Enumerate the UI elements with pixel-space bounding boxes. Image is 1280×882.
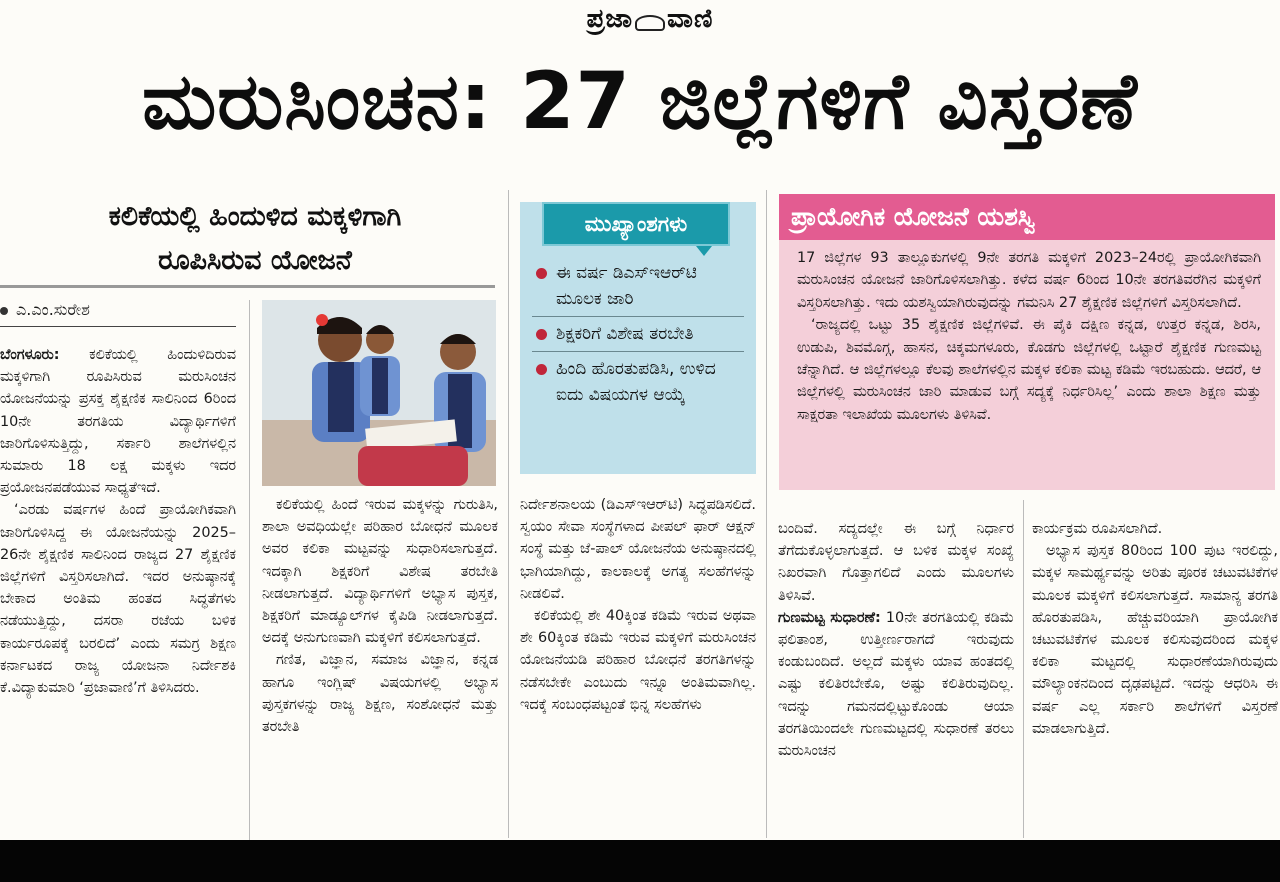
highlight-item-text: ಶಿಕ್ಷಕರಿಗೆ ವಿಶೇಷ ತರಬೇತಿ	[556, 324, 694, 344]
column5-paragraph-1: ಕಾರ್ಯಕ್ರಮ ರೂಪಿಸಲಾಗಿದೆ.	[1032, 521, 1163, 537]
masthead-left: ಪ್ರಜಾ	[586, 4, 634, 34]
column4-paragraph-2-text: 10ನೇ ತರಗತಿಯಲ್ಲಿ ಕಡಿಮೆ ಫಲಿತಾಂಶ, ಉತ್ತೀರ್ಣರಾಗದೆ ಇರುವುದು ಕಂಡುಬಂದಿದೆ. ಅಲ್ಲದೆ ಮಕ್ಕಳು ಯಾವ ಹಂತದಲ್ಲಿ ಎಷ್ಟು ಕಲಿತಿರಬೇಕೊ, ಅಷ್ಟು ಕಲಿತಿರುವುದಿಲ್ಲ. ಇದನ್ನು ಗಮನದಲ್ಲಿಟ್ಟುಕೊಂಡು ಆಯಾ ತರಗತಿಯಿಂದಲೇ ಗುಣಮಟ್ಟದಲ್ಲಿ ಸುಧಾರಣೆ ತರಲು ಮರುಸಿಂಚನ	[778, 609, 1014, 760]
bullet-icon	[536, 268, 547, 279]
highlight-item-text: ಈ ವರ್ಷ ಡಿಎಸ್‌ಇಆರ್‌ಟಿ ಮೂಲಕ ಜಾರಿ	[556, 263, 697, 309]
pilot-paragraph-1: 17 ಜಿಲ್ಲೆಗಳ 93 ತಾಲ್ಲೂಕುಗಳಲ್ಲಿ 9ನೇ ತರಗತಿ ಮಕ್ಕಳಿಗೆ 2023–24ರಲ್ಲಿ ಪ್ರಾಯೋಗಿಕವಾಗಿ ಮರುಸಿಂಚನ ಯೋಜನೆ ಜಾರಿಗೊಳಿಸಲಾಗಿತ್ತು. ಕಳೆದ ವರ್ಷ 6ರಿಂದ 10ನೇ ತರಗತಿವರೆಗಿನ ಮಕ್ಕಳಿಗೆ ವಿಸ್ತರಿಸಲಾಗಿತ್ತು. ಇದು ಯಶಸ್ವಿಯಾಗಿರುವುದನ್ನು ಗಮನಿಸಿ 27 ಶೈಕ್ಷಣಿಕ ಜಿಲ್ಲೆಗಳಿಗೆ ವಿಸ್ತರಿಸಲಾಗಿದೆ.	[797, 250, 1261, 311]
bottom-bar	[0, 840, 1280, 882]
byline-bullet-icon	[0, 307, 8, 315]
dateline: ಬೆಂಗಳೂರು:	[0, 347, 60, 363]
column1-paragraph-1	[0, 344, 236, 499]
bullet-icon	[536, 329, 547, 340]
masthead-right: ವಾಣಿ	[667, 4, 714, 34]
column4-paragraph-2	[778, 607, 1014, 762]
highlight-item	[532, 352, 744, 412]
masthead-emblem-icon	[635, 15, 665, 31]
quality-improvement-lead: ಗುಣಮಟ್ಟ ಸುಧಾರಣೆ:	[778, 609, 881, 626]
highlights-notch	[696, 246, 712, 256]
subheadline-line2: ರೂಪಿಸಿರುವ ಯೋಜನೆ	[158, 245, 352, 276]
column-divider	[249, 300, 250, 840]
newspaper-masthead	[540, 4, 760, 38]
article-column-2	[262, 494, 498, 738]
students-photo	[262, 300, 496, 486]
subheadline-line1: ಕಲಿಕೆಯಲ್ಲಿ ಹಿಂದುಳಿದ ಮಕ್ಕಳಿಗಾಗಿ	[108, 201, 402, 232]
article-column-1	[0, 344, 236, 699]
highlights-list	[532, 256, 744, 412]
column3-paragraph-1: ನಿರ್ದೇಶನಾಲಯ (ಡಿಎಸ್‌ಇಆರ್‌ಟಿ) ಸಿದ್ಧಪಡಿಸಲಿದೆ. ಸ್ವಯಂ ಸೇವಾ ಸಂಸ್ಥೆಗಳಾದ ಪೀಪಲ್ ಫಾರ್ ಆಕ್ಷನ್ ಸಂಸ್ಥೆ ಮತ್ತು ಜೆ-ಪಾಲ್ ಯೋಜನೆಯ ಅನುಷ್ಠಾನದಲ್ಲಿ ಭಾಗಿಯಾಗಿದ್ದು, ಕಾಲಕಾಲಕ್ಕೆ ಅಗತ್ಯ ಸಲಹೆಗಳನ್ನು ನೀಡಲಿವೆ.	[520, 497, 757, 602]
article-column-4	[778, 518, 1014, 762]
column2-paragraph-1: ಕಲಿಕೆಯಲ್ಲಿ ಹಿಂದೆ ಇರುವ ಮಕ್ಕಳನ್ನು ಗುರುತಿಸಿ, ಶಾಲಾ ಅವಧಿಯಲ್ಲೇ ಪರಿಹಾರ ಬೋಧನೆ ಮೂಲಕ ಅವರ ಕಲಿಕಾ ಮಟ್ಟವನ್ನು ಸುಧಾರಿಸಲಾಗುತ್ತದೆ. ಇದಕ್ಕಾಗಿ ಶಿಕ್ಷಕರಿಗೆ ವಿಶೇಷ ತರಬೇತಿ ನೀಡಲಾಗುತ್ತದೆ. ವಿದ್ಯಾರ್ಥಿಗಳಿಗೆ ಅಭ್ಯಾಸ ಪುಸ್ತಕ, ಶಿಕ್ಷಕರಿಗೆ ಮಾಡ್ಯೂಲ್‌ಗಳ ಕೈಪಿಡಿ ನೀಡಲಾಗುತ್ತದೆ. ಅದಕ್ಕೆ ಅನುಗುಣವಾಗಿ ಮಕ್ಕಳಿಗೆ ಕಲಿಸಲಾಗುತ್ತದೆ.	[262, 497, 498, 647]
subhead-divider	[0, 285, 495, 288]
column2-paragraph-2: ಗಣಿತ, ವಿಜ್ಞಾನ, ಸಮಾಜ ವಿಜ್ಞಾನ, ಕನ್ನಡ ಹಾಗೂ ಇಂಗ್ಲಿಷ್ ವಿಷಯಗಳಲ್ಲಿ ಅಭ್ಯಾಸ ಪುಸ್ತಕಗಳನ್ನು ರಾಜ್ಯ ಶಿಕ್ಷಣ, ಸಂಶೋಧನೆ ಮತ್ತು ತರಬೇತಿ	[262, 652, 498, 736]
pilot-project-title: ಪ್ರಾಯೋಗಿಕ ಯೋಜನೆ ಯಶಸ್ವಿ	[779, 194, 1275, 240]
main-headline: ಮರುಸಿಂಚನ: 27 ಜಿಲ್ಲೆಗಳಿಗೆ ವಿಸ್ತರಣೆ	[142, 57, 1138, 147]
column-divider	[1023, 500, 1024, 838]
column1-paragraph-1-text: ಕಲಿಕೆಯಲ್ಲಿ ಹಿಂದುಳಿದಿರುವ ಮಕ್ಕಳಿಗಾಗಿ ರೂಪಿಸಿರುವ ಮರುಸಿಂಚನ ಯೋಜನೆಯನ್ನು ಪ್ರಸಕ್ತ ಶೈಕ್ಷಣಿಕ ಸಾಲಿನಿಂದ 6ರಿಂದ 10ನೇ ತರಗತಿಯ ವಿದ್ಯಾರ್ಥಿಗಳಿಗೆ ಜಾರಿಗೊಳಿಸುತ್ತಿದ್ದು, ಸರ್ಕಾರಿ ಶಾಲೆಗಳಲ್ಲಿನ ಸುಮಾರು 18 ಲಕ್ಷ ಮಕ್ಕಳು ಇದರ ಪ್ರಯೋಜನಪಡೆಯುವ ಸಾಧ್ಯತೆಇದೆ.	[0, 347, 236, 497]
highlight-item-text: ಹಿಂದಿ ಹೊರತುಪಡಿಸಿ, ಉಳಿದ ಐದು ವಿಷಯಗಳ ಆಯ್ಕೆ	[556, 359, 716, 405]
pilot-project-box	[779, 194, 1275, 490]
column1-paragraph-2: ‘ಎರಡು ವರ್ಷಗಳ ಹಿಂದೆ ಪ್ರಾಯೋಗಿಕವಾಗಿ ಜಾರಿಗೊಳಿಸಿದ್ದ ಈ ಯೋಜನೆಯನ್ನು 2025–26ನೇ ಶೈಕ್ಷಣಿಕ ಸಾಲಿನಿಂದ ರಾಜ್ಯದ 27 ಶೈಕ್ಷಣಿಕ ಜಿಲ್ಲೆಗಳಿಗೆ ವಿಸ್ತರಿಸಲಾಗಿದೆ. ಇದರ ಅನುಷ್ಠಾನಕ್ಕೆ ಬೇಕಾದ ಅಂತಿಮ ಹಂತದ ಸಿದ್ಧತೆಗಳು ನಡೆಯುತ್ತಿದ್ದು, ದಸರಾ ರಜೆಯ ಬಳಿಕ ಕಾರ್ಯರೂಪಕ್ಕೆ ಬರಲಿದೆ’ ಎಂದು ಸಮಗ್ರ ಶಿಕ್ಷಣ ಕರ್ನಾಟಕದ ರಾಜ್ಯ ಯೋಜನಾ ನಿರ್ದೇಶಕಿ ಕೆ.ವಿದ್ಯಾಕುಮಾರಿ ‘ಪ್ರಜಾವಾಣಿ’ಗೆ ತಿಳಿಸಿದರು.	[0, 502, 236, 697]
subheadline	[20, 195, 490, 283]
highlights-box	[520, 202, 756, 474]
highlights-title: ಮುಖ್ಯಾಂಶಗಳು	[542, 202, 730, 246]
column3-paragraph-2: ಕಲಿಕೆಯಲ್ಲಿ ಶೇ 40ಕ್ಕಿಂತ ಕಡಿಮೆ ಇರುವ ಅಥವಾ ಶೇ 60ಕ್ಕಿಂತ ಕಡಿಮೆ ಇರುವ ಮಕ್ಕಳಿಗೆ ಮರುಸಿಂಚನ ಯೋಜನೆಯಡಿ ಪರಿಹಾರ ಬೋಧನೆ ತರಗತಿಗಳನ್ನು ನಡೆಸಬೇಕೇ ಎಂಬುದು ಇನ್ನೂ ಅಂತಿಮವಾಗಿಲ್ಲ. ಇದಕ್ಕೆ ಸಂಬಂಧಪಟ್ಟಂತೆ ಭಿನ್ನ ಸಲಹೆಗಳು	[520, 608, 756, 713]
column5-paragraph-2: ಅಭ್ಯಾಸ ಪುಸ್ತಕ 80ರಿಂದ 100 ಪುಟ ಇರಲಿದ್ದು, ಮಕ್ಕಳ ಸಾಮರ್ಥ್ಯವನ್ನು ಅರಿತು ಪೂರಕ ಚಟುವಟಿಕೆಗಳ ಮೂಲಕ ಮಕ್ಕಳಿಗೆ ಕಲಿಸಲಾಗುತ್ತದೆ. ಸಾಮಾನ್ಯ ತರಗತಿ ಹೊರತುಪಡಿಸಿ, ಹೆಚ್ಚುವರಿಯಾಗಿ ಪ್ರಾಯೋಗಿಕ ಚಟುವಟಿಕೆಗಳ ಮೂಲಕ ಕಲಿಸುವುದರಿಂದ ಮಕ್ಕಳ ಕಲಿಕಾ ಮಟ್ಟದಲ್ಲಿ ಸುಧಾರಣೆಯಾಗಿರುವುದು ಮೌಲ್ಯಾಂಕನದಿಂದ ದೃಢಪಟ್ಟಿದೆ. ಇದನ್ನು ಆಧರಿಸಿ ಈ ವರ್ಷ ಎಲ್ಲ ಸರ್ಕಾರಿ ಶಾಲೆಗಳಿಗೆ ವಿಸ್ತರಣೆ ಮಾಡಲಾಗುತ್ತಿದೆ.	[1032, 543, 1278, 737]
byline	[0, 298, 236, 327]
column-divider	[508, 190, 509, 838]
article-column-5	[1032, 518, 1278, 740]
pilot-paragraph-2: ‘ರಾಜ್ಯದಲ್ಲಿ ಒಟ್ಟು 35 ಶೈಕ್ಷಣಿಕ ಜಿಲ್ಲೆಗಳಿವೆ. ಈ ಪೈಕಿ ದಕ್ಷಿಣ ಕನ್ನಡ, ಉತ್ತರ ಕನ್ನಡ, ಶಿರಸಿ, ಉಡುಪಿ, ಶಿವಮೊಗ್ಗ, ಹಾಸನ, ಚಿಕ್ಕಮಗಳೂರು, ಕೊಡಗು ಜಿಲ್ಲೆಗಳಲ್ಲಿ ಒಟ್ಟಾರೆ ಶೈಕ್ಷಣಿಕ ಗುಣಮಟ್ಟ ಚೆನ್ನಾಗಿದೆ. ಆ ಜಿಲ್ಲೆಗಳಲ್ಲೂ ಕೆಲವು ಶಾಲೆಗಳಲ್ಲಿನ ಮಕ್ಕಳ ಕಲಿಕಾ ಮಟ್ಟ ಕಡಿಮೆ ಇರಬಹುದು. ಆದರೆ, ಆ ಜಿಲ್ಲೆಗಳಲ್ಲಿ ಮರುಸಿಂಚನ ಜಾರಿ ಮಾಡುವ ಬಗ್ಗೆ ಸದ್ಯಕ್ಕೆ ನಿರ್ಧರಿಸಿಲ್ಲ’ ಎಂದು ಶಾಲಾ ಶಿಕ್ಷಣ ಮತ್ತು ಸಾಕ್ಷರತಾ ಇಲಾಖೆಯ ಮೂಲಗಳು ತಿಳಿಸಿವೆ.	[797, 317, 1261, 423]
column-divider	[766, 190, 767, 838]
pilot-project-body	[797, 247, 1261, 426]
students-illustration	[262, 300, 496, 486]
highlight-item	[532, 317, 744, 352]
highlight-item	[532, 256, 744, 317]
article-column-3	[520, 494, 756, 716]
byline-author: ಎ.ಎಂ.ಸುರೇಶ	[16, 300, 90, 319]
column4-paragraph-1: ಬಂದಿವೆ. ಸದ್ಯದಲ್ಲೇ ಈ ಬಗ್ಗೆ ನಿರ್ಧಾರ ತೆಗೆದುಕೊಳ್ಳಲಾಗುತ್ತದೆ. ಆ ಬಳಿಕ ಮಕ್ಕಳ ಸಂಖ್ಯೆ ನಿಖರವಾಗಿ ಗೊತ್ತಾಗಲಿದೆ ಎಂದು ಮೂಲಗಳು ತಿಳಿಸಿವೆ.	[778, 521, 1014, 604]
bullet-icon	[536, 364, 547, 375]
